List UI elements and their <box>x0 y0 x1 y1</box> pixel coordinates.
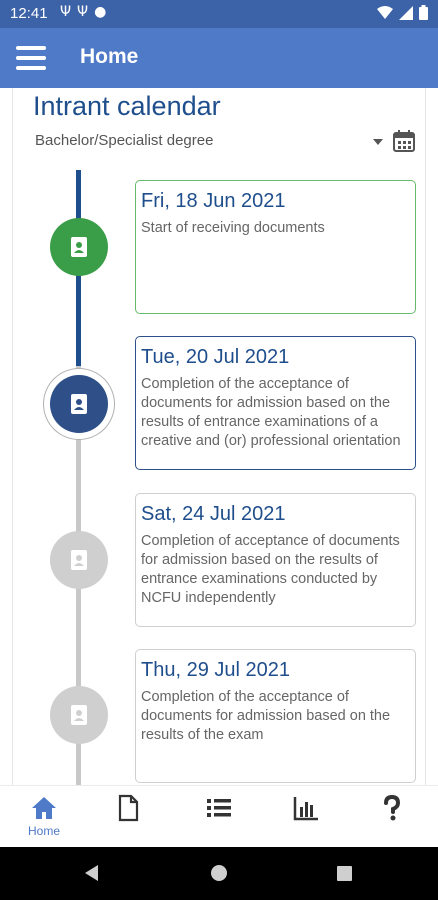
list-icon <box>205 794 233 822</box>
event-date: Tue, 20 Jul 2021 <box>141 346 290 368</box>
event-card[interactable] <box>135 180 416 314</box>
nav-documents[interactable] <box>98 794 158 842</box>
system-navigation-bar <box>0 847 438 900</box>
recents-icon[interactable] <box>337 866 352 881</box>
event-date: Thu, 29 Jul 2021 <box>141 659 290 681</box>
event-card[interactable] <box>135 493 416 627</box>
document-person-icon <box>67 703 91 727</box>
app-bar <box>0 28 438 88</box>
nav-help[interactable] <box>362 794 422 842</box>
event-description: Completion of the acceptance of documents for admission based on the results of entrance examinations of a creative and (or) professional orientation <box>141 376 401 449</box>
bottom-navigation <box>0 785 438 847</box>
home-icon <box>30 794 58 822</box>
status-time: 12:41 <box>10 5 48 22</box>
event-card[interactable] <box>135 649 416 783</box>
event-card[interactable] <box>135 336 416 470</box>
event-date: Fri, 18 Jun 2021 <box>141 190 286 212</box>
signal-icon <box>399 6 413 20</box>
status-bar <box>0 0 438 28</box>
nav-home[interactable] <box>14 794 74 842</box>
document-person-icon <box>67 392 91 416</box>
calendar-icon[interactable] <box>393 130 415 152</box>
home-circle-icon[interactable] <box>211 865 227 881</box>
wifi-icon <box>377 6 393 20</box>
nav-home-label: Home <box>27 824 60 838</box>
degree-selected-value: Bachelor/Specialist degree <box>35 132 214 149</box>
dropdown-arrow-icon <box>373 139 383 145</box>
back-icon[interactable] <box>85 865 98 881</box>
calendar-title: Intrant calendar <box>33 91 221 121</box>
app-notification-icon: ● <box>94 4 107 20</box>
bar-chart-icon <box>292 794 320 822</box>
timeline-node-upcoming <box>50 686 108 744</box>
document-person-icon <box>67 548 91 572</box>
document-person-icon <box>67 235 91 259</box>
event-description: Completion of acceptance of documents for admission based on the results of entrance examinations conducted by NCFU independently <box>141 533 400 606</box>
page-title: Home <box>80 45 139 68</box>
battery-icon <box>419 5 428 20</box>
nav-statistics[interactable] <box>276 794 336 842</box>
event-date: Sat, 24 Jul 2021 <box>141 503 286 525</box>
timeline-node-done <box>50 218 108 276</box>
help-icon <box>378 794 406 822</box>
system-icons <box>377 5 428 20</box>
notification-icons <box>60 4 106 20</box>
nav-list[interactable] <box>189 794 249 842</box>
timeline-node-upcoming <box>50 531 108 589</box>
event-description: Completion of the acceptance of documents for admission based on the results of the exam <box>141 689 391 743</box>
hamburger-menu-icon[interactable] <box>16 46 46 70</box>
degree-dropdown[interactable] <box>35 132 383 154</box>
timeline-node-current <box>50 375 108 433</box>
vpn-key-icon: Ψ <box>77 4 89 20</box>
document-icon <box>114 794 142 822</box>
calendar-content[interactable] <box>12 88 426 785</box>
vpn-key-icon: Ψ <box>60 4 72 20</box>
event-description: Start of receiving documents <box>141 220 325 236</box>
